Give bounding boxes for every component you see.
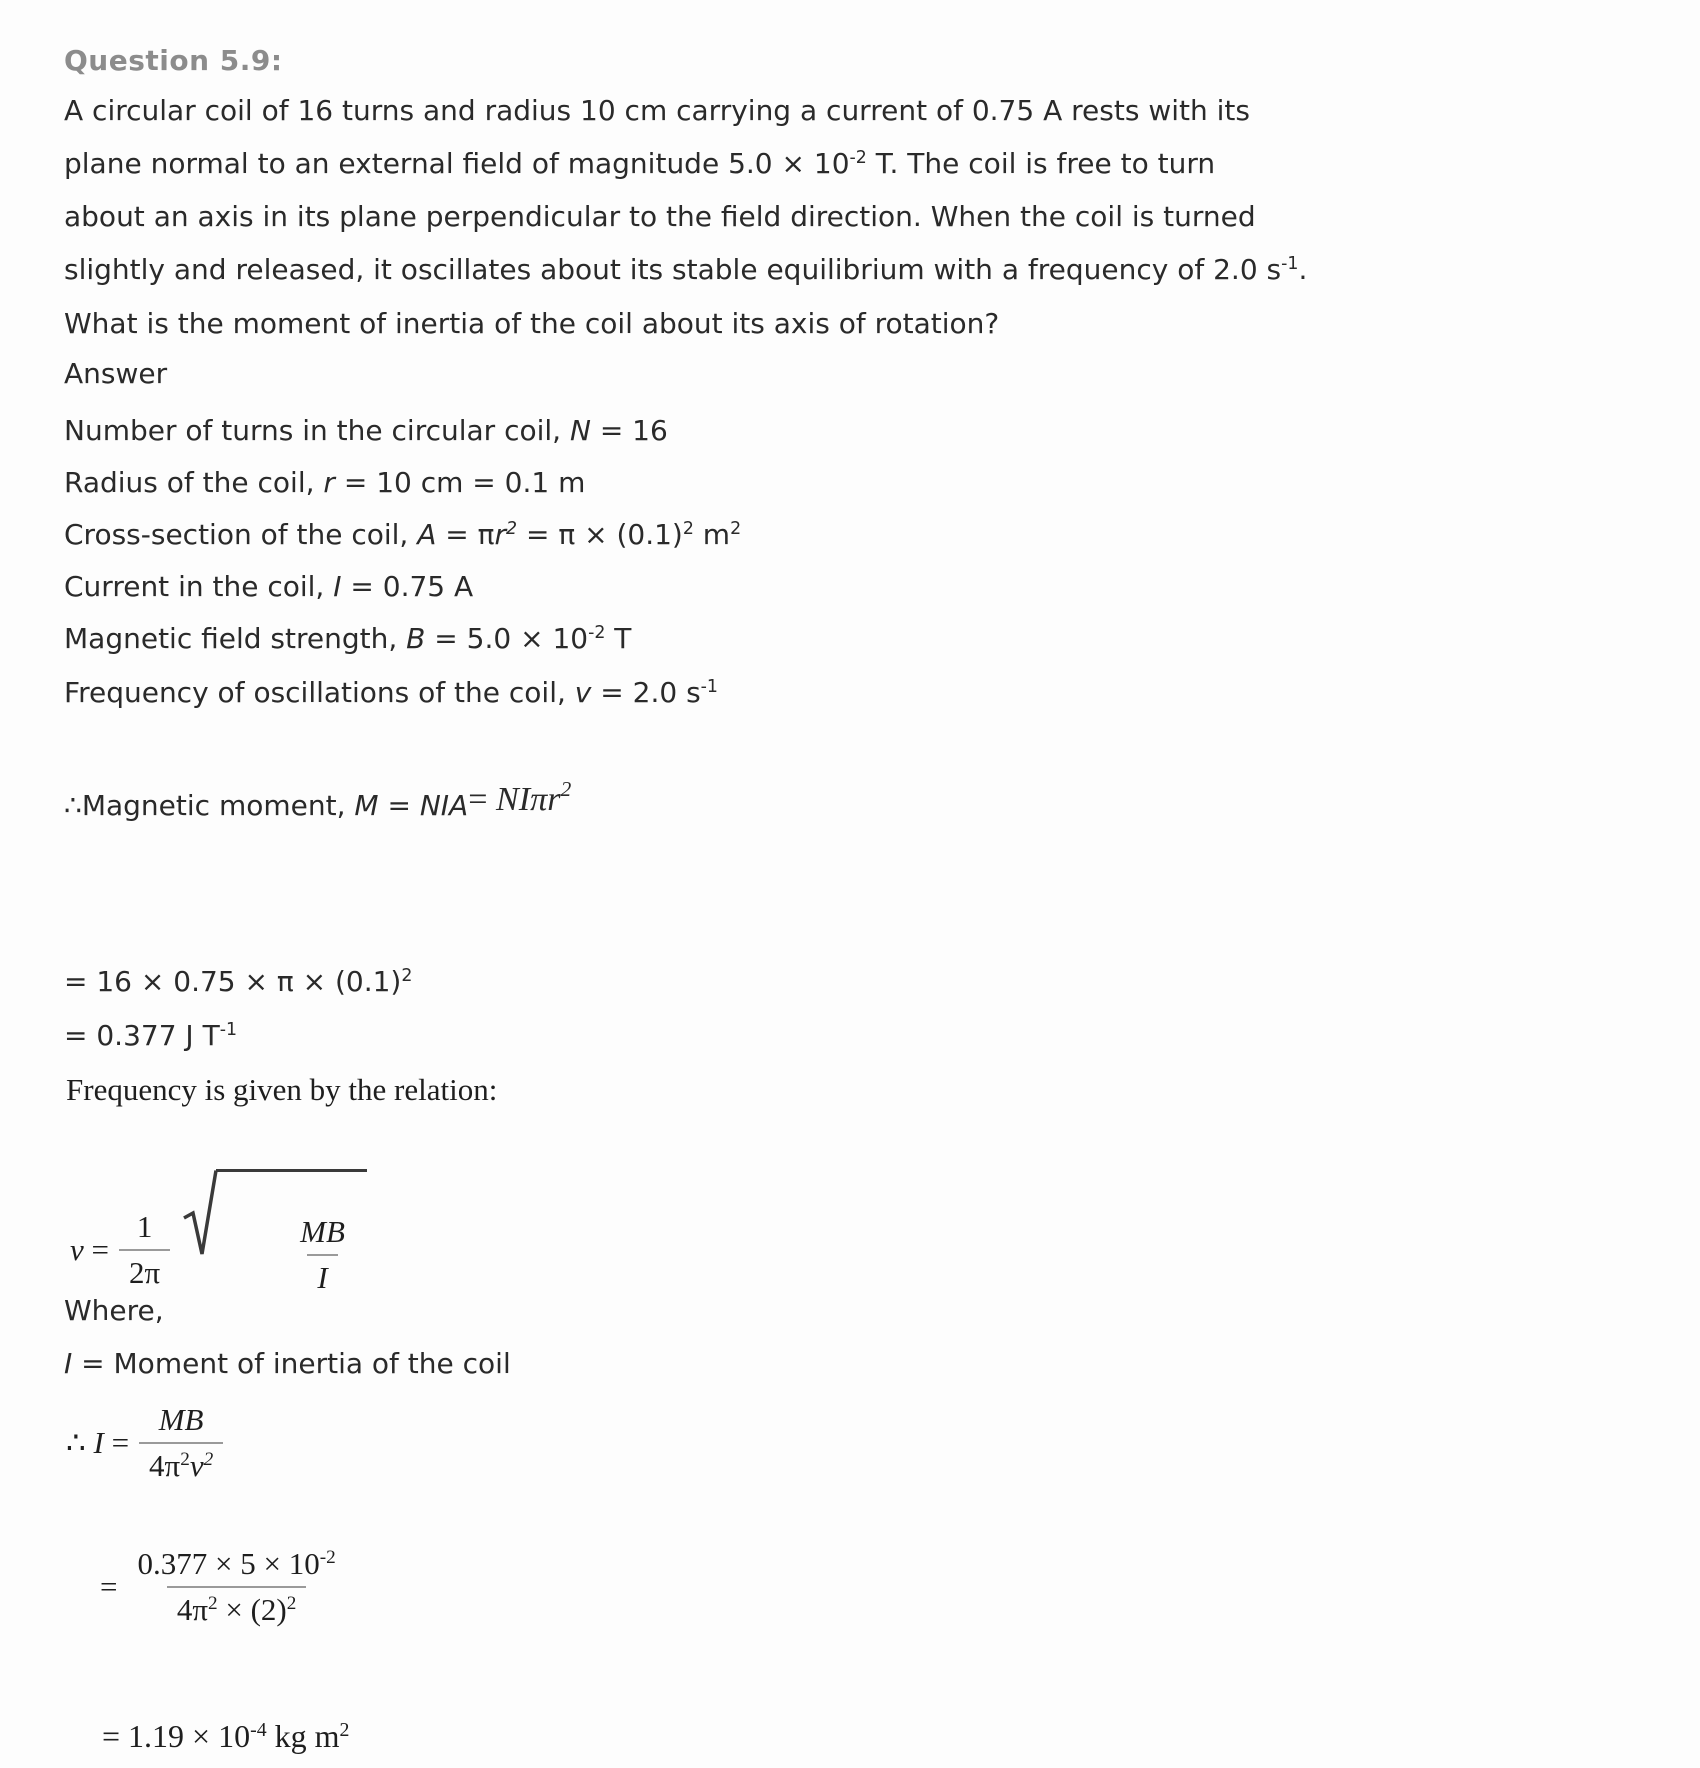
text-segment: Current in the coil, <box>64 570 334 603</box>
radical <box>182 1166 367 1334</box>
text-segment: M <box>354 789 379 822</box>
text-segment: slightly and released, it oscillates about its stable equilibrium with a frequency of 2.0 s <box>64 253 1282 286</box>
inertia-fraction <box>139 1402 223 1484</box>
fraction-numerator <box>127 1209 163 1249</box>
text-segment: -1 <box>219 1020 237 1041</box>
question-line-5 <box>64 307 999 340</box>
text-segment: 2 <box>286 1593 297 1615</box>
text-segment: v <box>574 676 592 709</box>
text-segment: B <box>406 622 426 655</box>
text-segment: = Moment of inertia of the coil <box>72 1347 511 1380</box>
fraction-denominator <box>139 1442 223 1484</box>
given-line-turns <box>64 414 668 447</box>
text-segment: . <box>1298 253 1308 286</box>
text-segment: 2π <box>129 1255 161 1290</box>
text-segment: A <box>417 518 437 551</box>
question-heading: Question 5.9: <box>64 44 283 77</box>
question-line-3 <box>64 200 1256 233</box>
text-segment: 2 <box>203 1449 214 1471</box>
text-segment: NIA <box>419 789 469 822</box>
text-segment: 4π <box>176 1592 208 1627</box>
relation-intro: Frequency is given by the relation: <box>66 1072 498 1107</box>
text-segment: 2 <box>560 777 572 801</box>
text-segment: ∴ <box>64 789 82 822</box>
fraction-denominator <box>119 1249 170 1291</box>
result-line <box>102 1718 349 1755</box>
question-line-4 <box>64 253 1307 286</box>
text-segment: r <box>323 466 335 499</box>
text-segment: Number of turns in the circular coil, <box>64 414 570 447</box>
text-segment: What is the moment of inertia of the coil about its axis of rotation? <box>64 307 1000 340</box>
text-segment: ν <box>70 1232 84 1267</box>
text-segment: = π × (0.1) <box>517 518 683 551</box>
inertia-definition-line <box>64 1347 511 1380</box>
text-segment: = 10 cm = 0.1 m <box>334 466 586 499</box>
text-segment: ν <box>189 1448 204 1483</box>
coefficient-fraction <box>119 1209 170 1291</box>
text-segment: T <box>605 622 632 655</box>
given-line-area <box>64 518 741 551</box>
text-segment: I <box>93 1425 104 1460</box>
formula-equals <box>100 1569 117 1605</box>
text-segment: 2 <box>180 1449 190 1471</box>
text-segment: -2 <box>588 623 606 644</box>
text-segment: MB <box>300 1214 345 1249</box>
inertia-formula <box>66 1402 223 1484</box>
text-segment: -2 <box>319 1547 336 1569</box>
text-segment: 2 <box>730 519 742 540</box>
text-segment: 2 <box>339 1719 350 1742</box>
radicand-fraction <box>290 1214 355 1296</box>
text-segment: = 16 × 0.75 × π × (0.1) <box>64 965 402 998</box>
substitution-formula <box>100 1546 346 1628</box>
where-label: Where, <box>64 1294 164 1327</box>
text-segment: Cross-section of the coil, <box>64 518 418 551</box>
substitution-fraction <box>127 1546 345 1628</box>
text-segment: -1 <box>1281 254 1299 275</box>
text-segment: 2 <box>207 1593 218 1615</box>
text-segment: × (2) <box>217 1592 287 1627</box>
text-segment: Radius of the coil, <box>64 466 324 499</box>
answer-label: Answer <box>64 357 168 390</box>
text-segment: NIπr <box>496 781 561 818</box>
fraction-numerator <box>127 1546 345 1586</box>
text-segment: = <box>378 789 420 822</box>
magnetic-moment-line <box>64 777 572 824</box>
text-segment: = 1.19 × 10 <box>102 1718 251 1754</box>
text-segment: T. The coil is free to turn <box>866 147 1216 180</box>
fraction-numerator <box>149 1402 214 1442</box>
text-segment: Magnetic moment, <box>81 789 355 822</box>
text-segment: kg m <box>266 1718 340 1754</box>
radical-sign-icon <box>182 1166 218 1262</box>
text-segment: = 16 <box>590 414 668 447</box>
text-segment: A circular coil of 16 turns and radius 10 cm carrying a current of 0.75 A rests with its <box>64 94 1250 127</box>
text-segment: = <box>100 1569 118 1604</box>
text-segment: = 2.0 s <box>591 676 701 709</box>
text-segment: I <box>64 1347 73 1380</box>
text-segment: = π <box>436 518 495 551</box>
text-segment: m <box>693 518 731 551</box>
fraction-denominator <box>307 1254 337 1296</box>
given-line-frequency <box>64 676 718 709</box>
text-segment: 1 <box>136 1209 153 1244</box>
text-segment: = <box>468 781 496 818</box>
fraction-denominator <box>167 1586 307 1628</box>
fraction-numerator <box>290 1214 355 1254</box>
text-segment: Frequency of oscillations of the coil, <box>64 676 575 709</box>
given-line-field <box>64 622 631 655</box>
text-segment: Magnetic field strength, <box>64 622 407 655</box>
text-segment: -2 <box>849 148 867 169</box>
text-segment: plane normal to an external field of magnitude 5.0 × 10 <box>64 147 850 180</box>
text-segment: = <box>83 1232 109 1267</box>
text-segment: ∴ <box>66 1425 94 1460</box>
text-segment: about an axis in its plane perpendicular to the field direction. When the coil is turned <box>64 200 1256 233</box>
text-segment: r <box>494 518 507 551</box>
radicand <box>216 1169 367 1334</box>
text-segment: = 0.377 J T <box>64 1019 220 1052</box>
given-line-radius <box>64 466 585 499</box>
text-segment: = <box>103 1425 130 1460</box>
text-segment: -1 <box>700 677 718 698</box>
text-segment: MB <box>158 1402 204 1437</box>
text-segment: = 5.0 × 10 <box>425 622 589 655</box>
given-line-current <box>64 570 473 603</box>
text-segment: I <box>333 570 342 603</box>
formula-lhs <box>66 1425 129 1461</box>
text-segment: 2 <box>401 966 413 987</box>
question-line-1 <box>64 94 1250 127</box>
text-segment: I <box>317 1260 328 1295</box>
text-segment: 2 <box>682 519 694 540</box>
question-line-2 <box>64 147 1215 180</box>
text-segment: = 0.75 A <box>341 570 474 603</box>
text-segment: -4 <box>250 1719 267 1742</box>
calc-line-1 <box>64 965 412 998</box>
text-segment: 0.377 × 5 × 10 <box>137 1546 320 1581</box>
formula-lhs <box>70 1232 109 1268</box>
calc-line-2 <box>64 1019 237 1052</box>
text-segment: 2 <box>506 519 518 540</box>
text-segment: 4π <box>149 1448 181 1483</box>
text-segment: N <box>569 414 591 447</box>
